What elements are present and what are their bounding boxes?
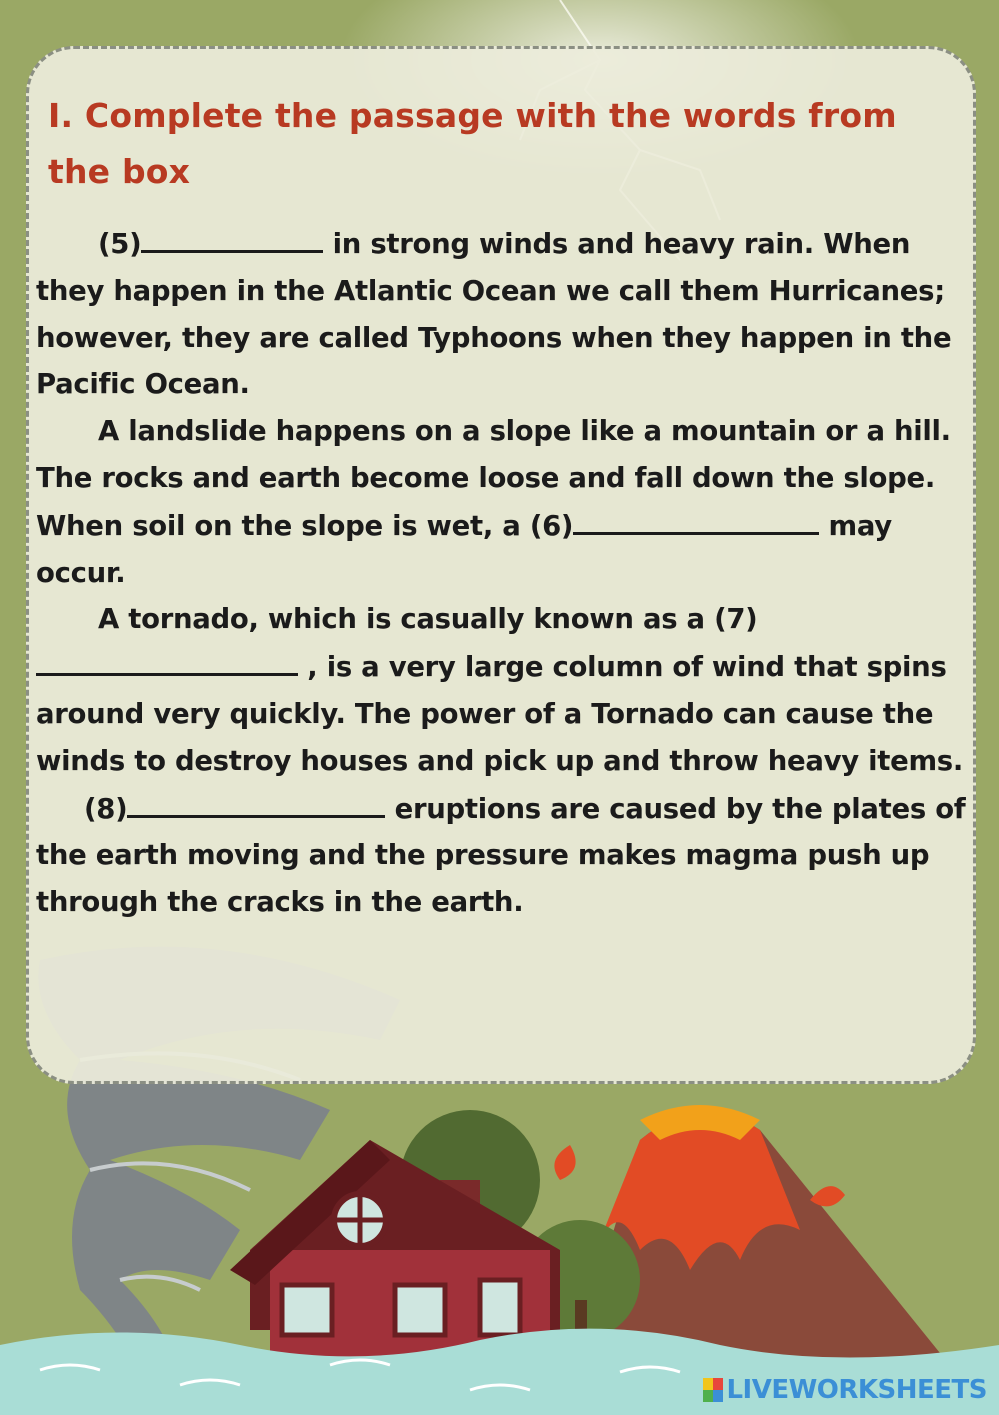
paragraph-7: A tornado, which is casually known as a (7) , is a very large column of wind that spins around very quickly. The power of a Tornado can cause the winds to destroy houses and pick up and throw heavy items. [36,603,964,777]
exercise-title: I. Complete the passage with the words from the box [48,96,897,191]
paragraph-5: (5) in strong winds and heavy rain. When they happen in the Atlantic Ocean we call them Hurricanes; however, they are called Typhoons when they happen in the Pacific Ocean. [36,220,966,408]
blank-number-5: (5) [98,228,142,260]
blank-7-input[interactable] [36,643,298,676]
passage-text [36,220,966,926]
liveworksheets-logo [703,1375,987,1405]
paragraph-8: (8) eruptions are caused by the plates of the earth moving and the pressure makes magma push up through the cracks in the earth. [36,785,966,926]
paragraph-6: A landslide happens on a slope like a mountain or a hill. The rocks and earth become loose and fall down the slope. When soil on the slope is wet, a (6) may occur. [36,415,951,589]
blank-number-8: (8) [84,792,128,825]
blank-8-input[interactable] [127,785,385,818]
blank-5-input[interactable] [141,220,323,253]
logo-text: LIVEWORKSHEETS [726,1375,987,1405]
logo-grid-icon [703,1378,723,1402]
blank-6-input[interactable] [573,502,819,535]
